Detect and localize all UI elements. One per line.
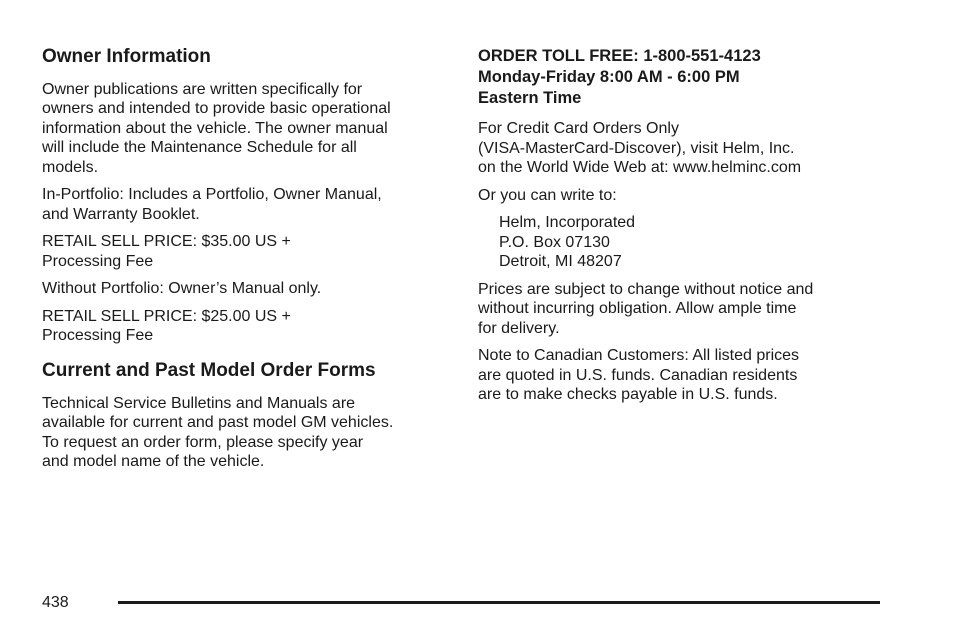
prices-notice-paragraph: Prices are subject to change without notice and without incurring obligation. Allow ample time for delivery. (478, 280, 814, 337)
owner-information-heading: Owner Information (42, 46, 211, 67)
in-portfolio-price: RETAIL SELL PRICE: $35.00 US + Processing Fee (42, 233, 291, 270)
write-to-paragraph: Or you can write to: (478, 186, 617, 204)
order-forms-heading: Current and Past Model Order Forms (42, 359, 376, 381)
canadian-customers-paragraph: Note to Canadian Customers: All listed prices are quoted in U.S. funds. Canadian residents are to make checks payable in U.S. funds. (478, 347, 800, 403)
order-toll-free-block: ORDER TOLL FREE: 1-800-551-4123 Monday-Friday 8:00 AM - 6:00 PM Eastern Time (478, 47, 761, 107)
mailing-address: Helm, Incorporated P.O. Box 07130 Detroit, MI 48207 (499, 214, 636, 270)
in-portfolio-paragraph: In-Portfolio: Includes a Portfolio, Owner Manual, and Warranty Booklet. (42, 186, 382, 223)
right-column (478, 46, 878, 413)
owner-publications-paragraph: Owner publications are written specifically for owners and intended to provide basic operational information about the vehicle. The owner manual will include the Maintenance Schedule for all models. (42, 80, 391, 176)
credit-card-paragraph: For Credit Card Orders Only (VISA-MasterCard-Discover), visit Helm, Inc. on the World Wide Web at: www.helminc.com (478, 120, 802, 176)
left-column (42, 46, 442, 480)
without-portfolio-paragraph: Without Portfolio: Owner’s Manual only. (42, 280, 322, 298)
without-portfolio-price: RETAIL SELL PRICE: $25.00 US + Processing Fee (42, 307, 291, 345)
page-number: 438 (42, 594, 69, 611)
service-bulletins-paragraph: Technical Service Bulletins and Manuals are available for current and past model GM vehicles. To request an order form, please specify year and model name of the vehicle. (42, 394, 394, 471)
footer-divider (118, 601, 880, 604)
